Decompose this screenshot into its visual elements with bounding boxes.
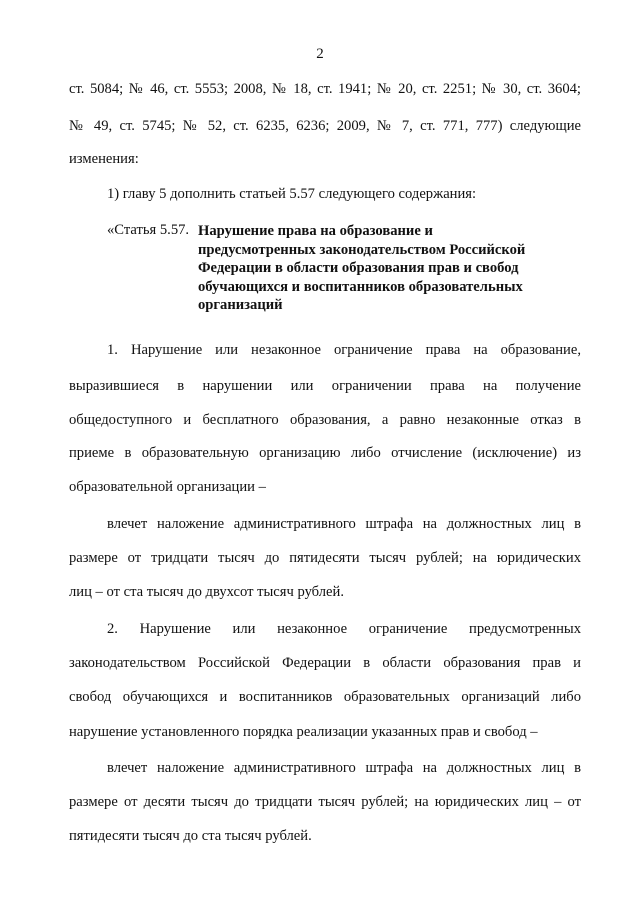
article-title-line-5: организаций (198, 297, 283, 314)
p2-penalty-line-1: влечет наложение административного штрафа на должностных лиц в (107, 760, 581, 776)
p1-line-3: общедоступного и бесплатного образования, а равно незаконные отказ в (69, 412, 581, 428)
article-title (198, 222, 558, 315)
p2-penalty-line-3: пятидесяти тысяч до ста тысяч рублей. (69, 828, 312, 844)
p2-line-1: 2. Нарушение или незаконное ограничение предусмотренных (107, 621, 581, 637)
p1-penalty-line-2: размере от тридцати тысяч до пятидесяти тысяч рублей; на юридических (69, 550, 581, 566)
p1-line-1: 1. Нарушение или незаконное ограничение права на образование, (107, 342, 581, 358)
p2-line-4: нарушение установленного порядка реализации указанных прав и свобод – (69, 724, 538, 740)
intro-line-2: № 49, ст. 5745; № 52, ст. 6235, 6236; 2009, № 7, ст. 771, 777) следующие (69, 118, 581, 134)
p2-line-2: законодательством Российской Федерации в области образования прав и (69, 655, 581, 671)
article-title-line-4: обучающихся и воспитанников образовательных (198, 278, 523, 295)
article-title-line-1: Нарушение права на образование и (198, 223, 433, 239)
p1-line-2: выразившиеся в нарушении или ограничении права на получение (69, 378, 581, 394)
item-1: 1) главу 5 дополнить статьей 5.57 следующего содержания: (107, 186, 477, 202)
p2-line-3: свобод обучающихся и воспитанников образовательных организаций либо (69, 689, 581, 705)
article-label: «Статья 5.57. (107, 222, 190, 238)
intro-line-1: ст. 5084; № 46, ст. 5553; 2008, № 18, ст. 1941; № 20, ст. 2251; № 30, ст. 3604; (69, 81, 581, 97)
page-number: 2 (316, 46, 324, 62)
article-title-line-2: предусмотренных законодательством Российской (198, 241, 526, 258)
p2-penalty-line-2: размере от десяти тысяч до тридцати тысяч рублей; на юридических лиц – от (69, 794, 581, 810)
article-title-line-3: Федерации в области образования прав и свобод (198, 260, 519, 277)
p1-line-4: приеме в образовательную организацию либо отчисление (исключение) из (69, 445, 581, 461)
p1-penalty-line-3: лиц – от ста тысяч до двухсот тысяч рублей. (69, 584, 344, 600)
p1-penalty-line-1: влечет наложение административного штрафа на должностных лиц в (107, 516, 581, 532)
p1-line-5: образовательной организации – (69, 479, 266, 495)
intro-line-3: изменения: (69, 151, 139, 167)
